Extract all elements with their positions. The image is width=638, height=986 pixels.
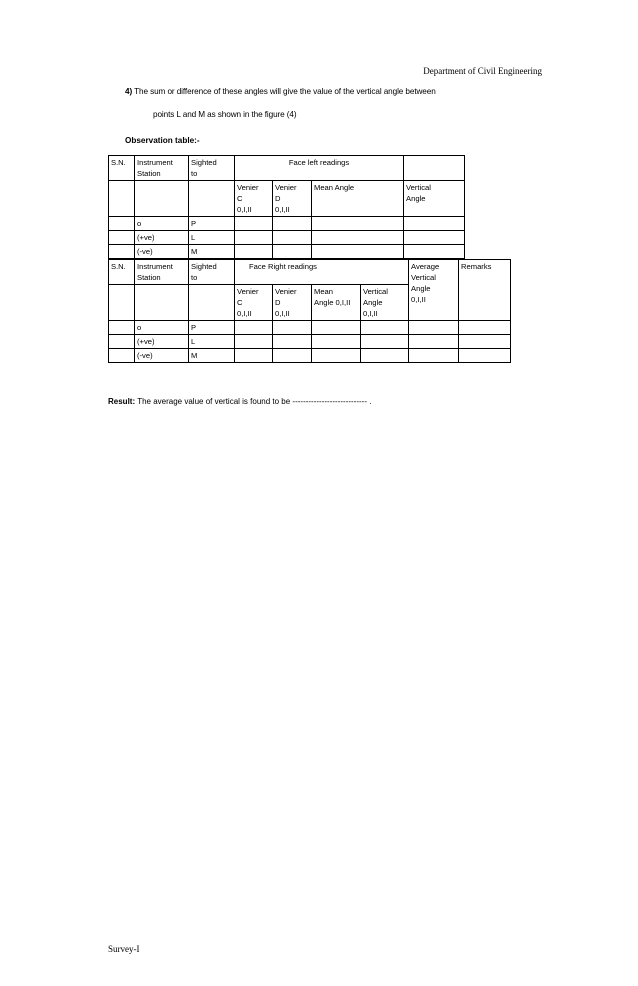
col-sighted-to: Sighted to — [189, 260, 235, 285]
table-row — [109, 245, 465, 259]
col-mean-angle: Mean Angle 0,I,II — [312, 285, 361, 321]
table-row — [109, 349, 511, 363]
col-vernier-d: Venier D 0,I,II — [273, 285, 312, 321]
table-header-row — [109, 156, 465, 181]
table-row — [109, 321, 511, 335]
observation-heading: Observation table:- — [125, 136, 200, 145]
col-vertical-angle: Vertical Angle — [404, 181, 465, 217]
station-cell: (-ve) — [135, 245, 189, 259]
station-cell: (+ve) — [135, 335, 189, 349]
step-4-line-2: points L and M as shown in the figure (4) — [153, 110, 297, 119]
table-header-row — [109, 260, 511, 285]
empty-cell — [135, 181, 189, 217]
page-header: Department of Civil Engineering — [423, 66, 542, 76]
station-cell: o — [135, 321, 189, 335]
sighted-cell: P — [189, 217, 235, 231]
face-left-table — [108, 155, 465, 259]
empty-cell — [109, 181, 135, 217]
col-vernier-d: Venier D 0,I,II — [273, 181, 312, 217]
empty-cell — [189, 181, 235, 217]
table-row — [109, 231, 465, 245]
col-instrument-station: Instrument Station — [135, 156, 189, 181]
table-subheader-row — [109, 181, 465, 217]
col-sn: S.N. — [109, 156, 135, 181]
sighted-cell: L — [189, 335, 235, 349]
col-mean-angle: Mean Angle — [312, 181, 404, 217]
step-4-line-1 — [125, 87, 436, 96]
col-sighted-to: Sighted to — [189, 156, 235, 181]
table-row — [109, 217, 465, 231]
face-right-table — [108, 259, 511, 363]
result-line — [108, 397, 371, 406]
face-right-group-header: Face Right readings — [235, 260, 409, 285]
step-text-1: The sum or difference of these angles will give the value of the vertical angle between — [134, 87, 436, 96]
col-instrument-station: Instrument Station — [135, 260, 189, 285]
sighted-cell: M — [189, 349, 235, 363]
empty-cell — [404, 156, 465, 181]
sighted-cell: P — [189, 321, 235, 335]
col-vernier-c: Venier C 0,I,II — [235, 285, 273, 321]
station-cell: (-ve) — [135, 349, 189, 363]
station-cell: (+ve) — [135, 231, 189, 245]
table-row — [109, 335, 511, 349]
sighted-cell: M — [189, 245, 235, 259]
col-average-vertical-angle: Average Vertical Angle 0,I,II — [409, 260, 459, 321]
col-remarks: Remarks — [459, 260, 511, 321]
col-vernier-c: Venier C 0,I,II — [235, 181, 273, 217]
col-sn: S.N. — [109, 260, 135, 285]
face-left-group-header: Face left readings — [235, 156, 404, 181]
sighted-cell: L — [189, 231, 235, 245]
result-label: Result: — [108, 397, 136, 406]
step-number: 4) — [125, 87, 133, 96]
result-text: The average value of vertical is found to be ---------------------------- . — [135, 397, 372, 406]
col-vertical-angle: Vertical Angle 0,I,II — [361, 285, 409, 321]
station-cell: o — [135, 217, 189, 231]
page-footer: Survey-I — [108, 944, 140, 954]
